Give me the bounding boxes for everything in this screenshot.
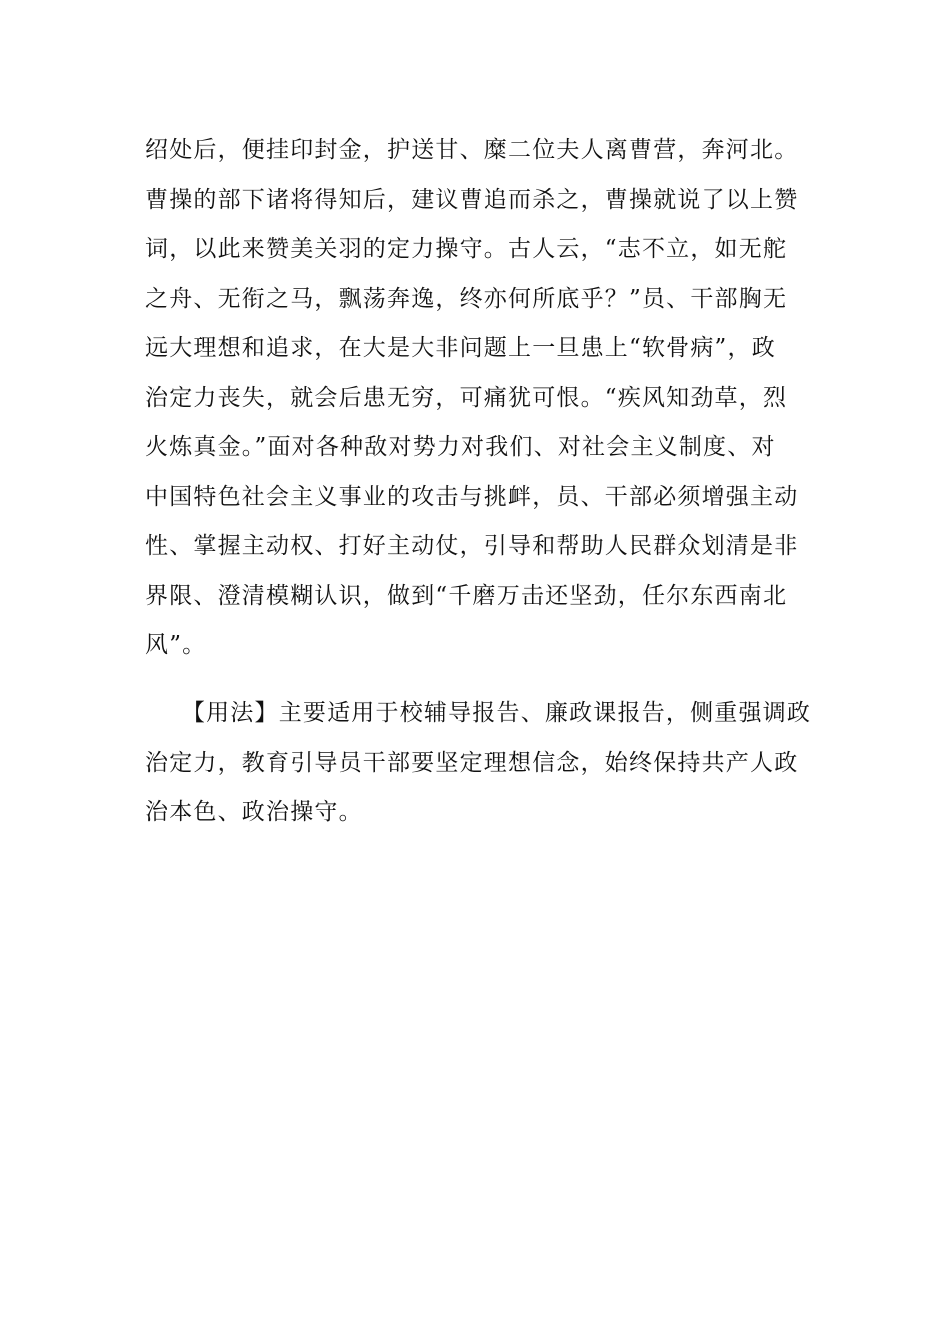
- paragraph-guan-yu-story: [145, 126, 815, 671]
- paragraph-line: 远大理想和追求，在大是大非问题上一旦患上“软骨病”，政: [145, 335, 776, 361]
- paragraph-usage: [145, 689, 815, 838]
- paragraph-line: 之舟、无衔之马，飘荡奔逸，终亦何所底乎？”员、干部胸无: [145, 285, 788, 312]
- paragraph-line: 治定力，教育引导员干部要坚定理想信念，始终保持共产人政: [145, 749, 799, 776]
- paragraph-line: 火炼真金。”面对各种敌对势力对我们、对社会主义制度、对: [145, 434, 776, 460]
- paragraph-line: 风”。: [145, 632, 207, 658]
- paragraph-line: 界限、澄清模糊认识，做到“千磨万击还坚劲，任尔东西南北: [145, 582, 788, 609]
- paragraph-line: 绍处后，便挂印封金，护送甘、糜二位夫人离曹营，奔河北。: [145, 137, 799, 163]
- paragraph-line: 治本色、政治操守。: [145, 799, 363, 825]
- paragraph-line: 曹操的部下诸将得知后，建议曹追而杀之，曹操就说了以上赞: [145, 186, 799, 213]
- paragraph-line: 性、掌握主动权、打好主动仗，引导和帮助人民群众划清是非: [145, 533, 799, 559]
- paragraph-line: 中国特色社会主义事业的攻击与挑衅，员、干部必须增强主动: [145, 483, 799, 510]
- paragraph-line: 【用法】主要适用于校辅导报告、廉政课报告，侧重强调政: [145, 700, 812, 726]
- paragraph-line: 治定力丧失，就会后患无穷，可痛犹可恨。“疾风知劲草，烈: [145, 384, 788, 411]
- paragraph-line: 词，以此来赞美关羽的定力操守。古人云，“志不立，如无舵: [145, 236, 788, 262]
